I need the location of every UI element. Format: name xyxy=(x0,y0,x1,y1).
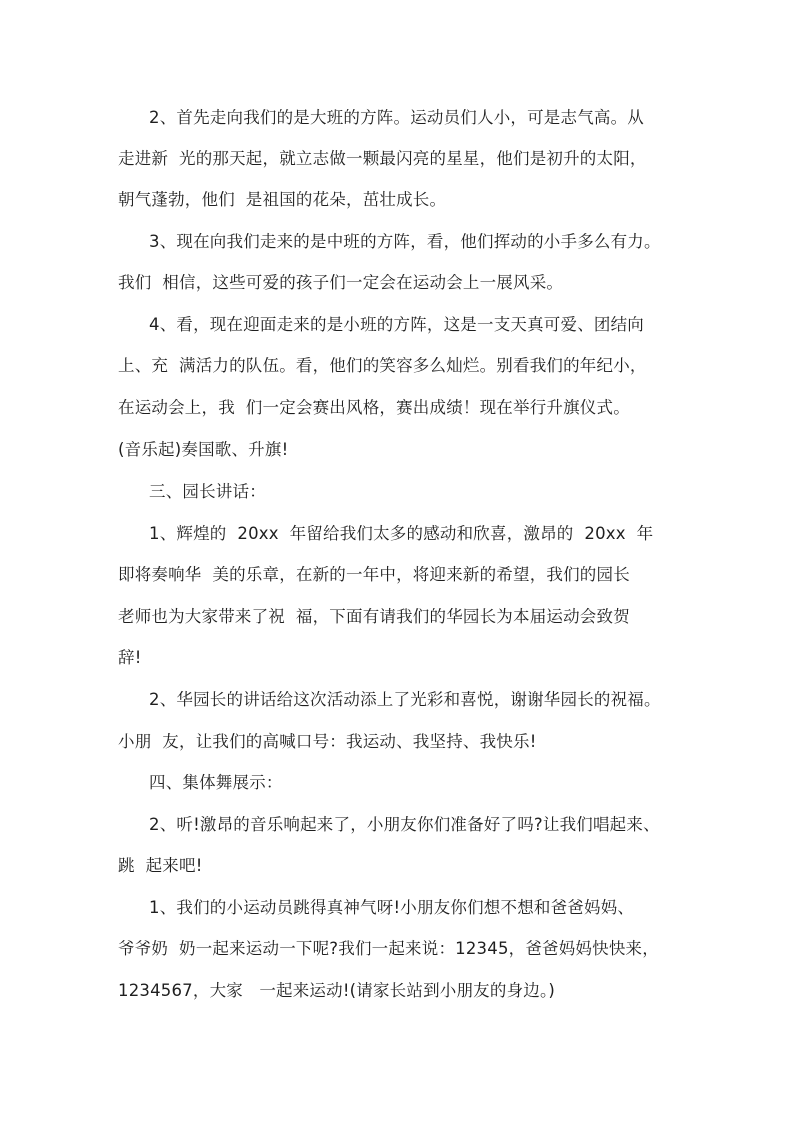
text-line: 4、看，现在迎面走来的是小班的方阵，这是一支天真可爱、团结向 xyxy=(149,315,644,334)
text-line: 上、充 满活力的队伍。看，他们的笑容多么灿烂。别看我们的年纪小， xyxy=(118,356,647,375)
text-line: 爷爷奶 奶一起来运动一下呢?我们一起来说：12345，爸爸妈妈快快来， xyxy=(118,939,659,958)
text-line: 2、听!激昂的音乐响起来了，小朋友你们准备好了吗?让我们唱起来、 xyxy=(149,815,660,834)
text-line: 跳 起来吧! xyxy=(118,856,203,875)
section-heading: 四、集体舞展示： xyxy=(149,773,283,792)
text-line: 在运动会上，我 们一定会赛出风格，赛出成绩！现在举行升旗仪式。 xyxy=(118,398,630,417)
text-line: 朝气蓬勃，他们 是祖国的花朵，茁壮成长。 xyxy=(118,190,447,209)
text-line: 1、我们的小运动员跳得真神气呀!小朋友你们想不想和爸爸妈妈、 xyxy=(149,898,635,917)
text-line: 2、华园长的讲话给这次活动添上了光彩和喜悦，谢谢华园长的祝福。 xyxy=(149,690,661,709)
text-line: 即将奏响华 美的乐章，在新的一年中，将迎来新的希望，我们的园长 xyxy=(118,565,630,584)
text-line: 1、辉煌的 20xx 年留给我们太多的感动和欣喜，激昂的 20xx 年 xyxy=(149,524,654,543)
text-line: 3、现在向我们走来的是中班的方阵，看，他们挥动的小手多么有力。 xyxy=(149,232,661,251)
text-line: 辞! xyxy=(118,648,142,667)
section-heading: 三、园长讲话： xyxy=(149,482,266,501)
text-line: 走进新 光的那天起，就立志做一颗最闪亮的星星，他们是初升的太阳， xyxy=(118,149,647,168)
text-line: (音乐起)奏国歌、升旗! xyxy=(118,440,289,459)
text-line: 老师也为大家带来了祝 福，下面有请我们的华园长为本届运动会致贺 xyxy=(118,607,630,626)
text-line: 我们 相信，这些可爱的孩子们一定会在运动会上一展风采。 xyxy=(118,273,564,292)
text-line: 1234567，大家 一起来运动!(请家长站到小朋友的身边。) xyxy=(118,981,556,1000)
text-line: 2、首先走向我们的是大班的方阵。运动员们人小，可是志气高。从 xyxy=(149,108,644,127)
text-line: 小朋 友，让我们的高喊口号：我运动、我坚持、我快乐! xyxy=(118,732,537,751)
